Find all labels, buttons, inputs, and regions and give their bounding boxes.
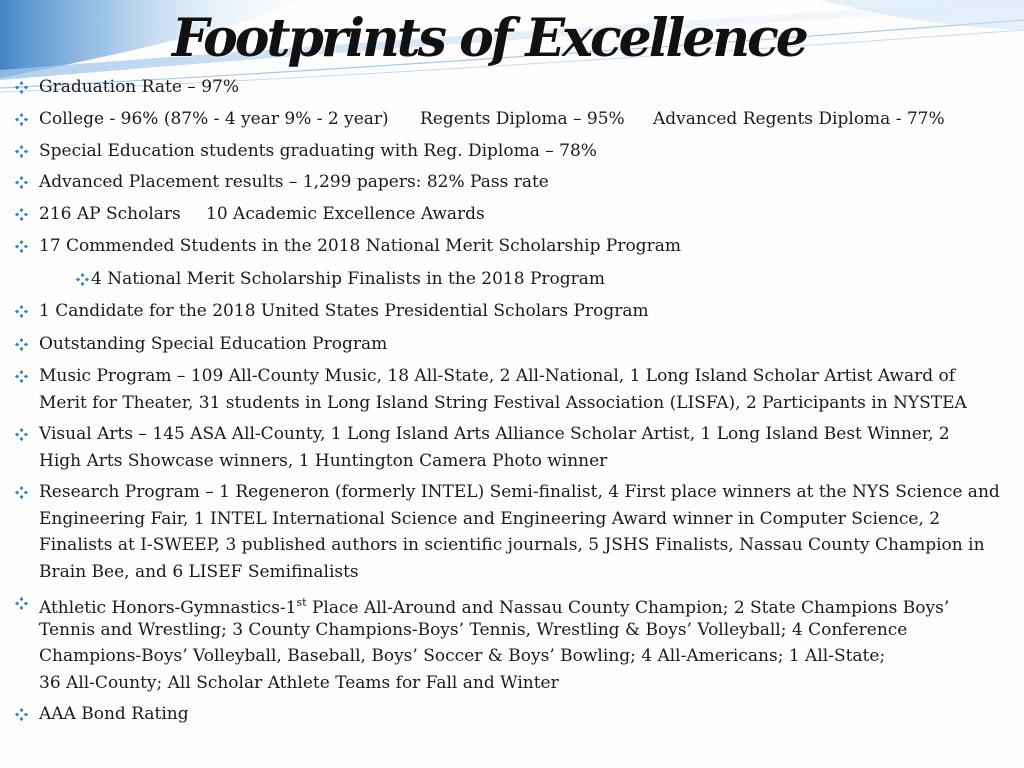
diamond-quad-bullet-icon <box>14 207 29 222</box>
diamond-quad-bullet-icon <box>14 485 29 500</box>
text-segment: Athletic Honors-Gymnastics-1 <box>39 598 297 618</box>
diamond-quad-bullet-icon <box>14 596 29 611</box>
diamond-quad-bullet-icon <box>14 80 29 95</box>
diamond-quad-bullet-icon <box>75 272 90 287</box>
list-item-text: High Arts Showcase winners, 1 Huntington Camera Photo winner <box>39 450 608 471</box>
list-item-text: Research Program – 1 Regeneron (formerly INTEL) Semi-finalist, 4 First place winners at the NYS Science and <box>39 482 1000 502</box>
list-item-text: Regents Diploma – 95% <box>420 109 625 129</box>
list-item-text: Brain Bee, and 6 LISEF Semifinalists <box>39 561 359 582</box>
list-item-text: Special Education students graduating with Reg. Diploma – 78% <box>39 141 597 161</box>
list-item-text: 17 Commended Students in the 2018 National Merit Scholarship Program <box>39 236 681 256</box>
list-item-text: 4 National Merit Scholarship Finalists in the 2018 Program <box>91 269 606 289</box>
diamond-quad-bullet-icon <box>14 707 29 722</box>
list-item-text: Tennis and Wrestling; 3 County Champions-Boys’ Tennis, Wrestling & Boys’ Volleyball; 4 Conference <box>39 619 908 640</box>
diamond-quad-bullet-icon <box>14 304 29 319</box>
list-item-text: Engineering Fair, 1 INTEL International Science and Engineering Award winner in Computer Science, 2 <box>39 508 941 529</box>
list-item-text: Champions-Boys’ Volleyball, Baseball, Boys’ Soccer & Boys’ Bowling; 4 All-Americans; 1 All-State; <box>39 646 886 666</box>
diamond-quad-bullet-icon <box>14 239 29 254</box>
diamond-quad-bullet-icon <box>14 175 29 190</box>
list-item-text: Merit for Theater, 31 students in Long Island String Festival Association (LISFA), 2 Participants in NYSTEA <box>39 392 967 413</box>
slide-title: Footprints of Excellence <box>172 8 806 69</box>
ordinal-superscript: st <box>296 596 307 609</box>
list-item-text: 36 All-County; All Scholar Athlete Teams for Fall and Winter <box>39 672 559 693</box>
list-item-text: 10 Academic Excellence Awards <box>206 204 485 224</box>
diamond-quad-bullet-icon <box>14 337 29 352</box>
diamond-quad-bullet-icon <box>14 112 29 127</box>
diamond-quad-bullet-icon <box>14 369 29 384</box>
list-item-text: 216 AP Scholars <box>39 204 181 224</box>
diamond-quad-bullet-icon <box>14 144 29 159</box>
list-item-text: AAA Bond Rating <box>39 704 189 724</box>
list-item-text: Advanced Regents Diploma - 77% <box>653 109 945 129</box>
list-item-text: 1 Candidate for the 2018 United States Presidential Scholars Program <box>39 301 649 321</box>
list-item-text: Outstanding Special Education Program <box>39 334 388 354</box>
list-item-text: Finalists at I-SWEEP, 3 published authors in scientific journals, 5 JSHS Finalists, Nassau County Champion in <box>39 535 985 555</box>
diamond-quad-bullet-icon <box>14 427 29 442</box>
list-item-text: Music Program – 109 All-County Music, 18 All-State, 2 All-National, 1 Long Island Scholar Artist Award of <box>39 366 956 386</box>
list-item-text: Advanced Placement results – 1,299 papers: 82% Pass rate <box>39 172 549 192</box>
list-item-text: Visual Arts – 145 ASA All-County, 1 Long Island Arts Alliance Scholar Artist, 1 Long Island Best Winner, 2 <box>39 424 950 444</box>
list-item-text: College - 96% (87% - 4 year 9% - 2 year) <box>39 109 389 129</box>
text-segment: Place All-Around and Nassau County Champion; 2 State Champions Boys’ <box>306 598 950 618</box>
list-item-text: Graduation Rate – 97% <box>39 77 239 97</box>
